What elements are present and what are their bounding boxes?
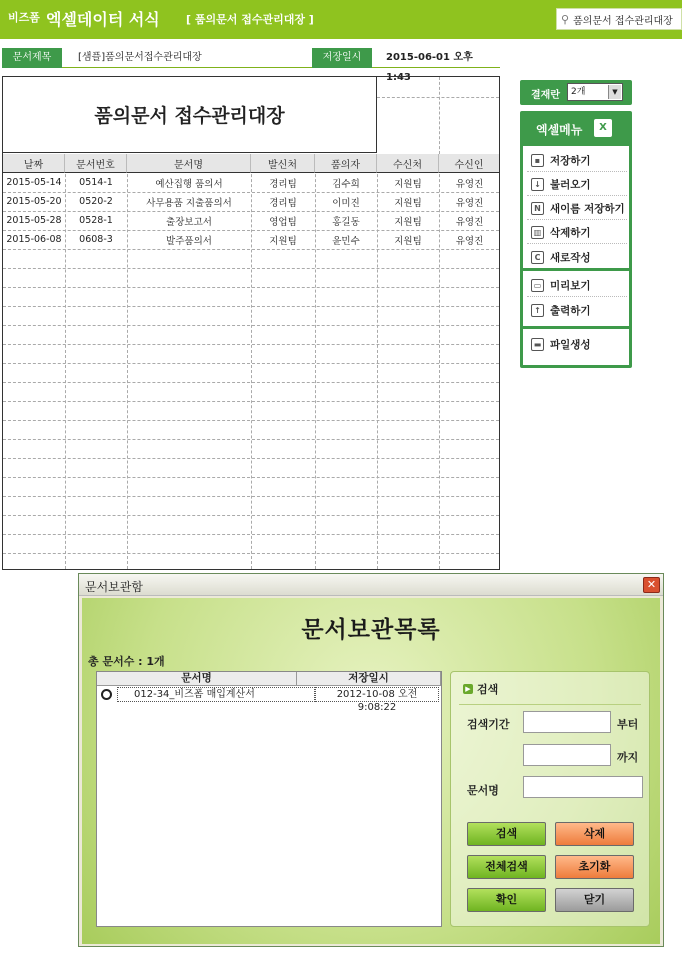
divider (459, 704, 641, 705)
grid-line (3, 325, 499, 326)
table-cell[interactable]: 출장보고서 (166, 216, 212, 228)
page-subtitle: [ 품의문서 접수관리대장 ] (186, 13, 314, 26)
grid-line (377, 97, 499, 98)
to-label: 까지 (617, 751, 639, 764)
table-cell[interactable]: 유영진 (455, 216, 484, 228)
document-archive-dialog (78, 573, 664, 947)
table-cell[interactable]: 2015-05-14 (6, 177, 62, 188)
sheet-title: 품의문서 접수관리대장 (3, 77, 377, 153)
grid-line (3, 287, 499, 288)
table-cell[interactable]: 지원팀 (394, 197, 422, 209)
grid-line (3, 401, 499, 402)
table-cell[interactable]: 2015-06-08 (6, 234, 62, 245)
trash-icon: ▥ (531, 226, 544, 239)
column-header[interactable]: 품의자 (315, 154, 377, 173)
table-cell[interactable]: 영업팀 (269, 216, 297, 228)
grid-line (3, 344, 499, 345)
brand-logo: 비즈폼 (8, 11, 40, 24)
list-header-date[interactable]: 저장일시 (297, 672, 441, 686)
top-banner (0, 0, 682, 39)
menu-item[interactable] (527, 222, 627, 244)
dialog-heading: 문서보관목록 (301, 617, 441, 643)
menu-item[interactable] (527, 275, 627, 297)
new-doc-icon: C (531, 251, 544, 264)
menu-item-label: 삭제하기 (550, 227, 591, 239)
grid-line (3, 553, 499, 554)
delete-button[interactable]: 삭제 (555, 822, 634, 846)
search-input[interactable] (556, 8, 682, 30)
table-cell[interactable]: 지원팀 (269, 235, 297, 247)
grid-line (3, 458, 499, 459)
saved-at-label: 저장일시 (312, 48, 372, 68)
grid-line (439, 77, 440, 154)
close-button[interactable]: 닫기 (555, 888, 634, 912)
grid-line (3, 496, 499, 497)
table-cell[interactable]: 유영진 (455, 235, 484, 247)
table-cell[interactable]: 윤민수 (332, 235, 360, 247)
menu-item[interactable] (527, 198, 627, 220)
table-cell[interactable]: 0528-1 (79, 215, 113, 226)
table-cell[interactable]: 유영진 (455, 178, 484, 190)
dialog-body (82, 598, 660, 944)
spreadsheet[interactable] (2, 76, 500, 570)
search-period-label: 검색기간 (467, 718, 510, 731)
document-list[interactable] (96, 671, 442, 927)
menu-item-label: 미리보기 (550, 280, 591, 292)
document-info-bar (2, 48, 500, 83)
menu-item-label: 새이름 저장하기 (550, 203, 625, 215)
app-title: 엑셀데이터 서식 (46, 10, 160, 29)
doc-title-value: [샘플]품의문서접수관리대장 (78, 52, 202, 63)
table-cell[interactable]: 발주품의서 (166, 235, 212, 247)
search-all-button[interactable]: 전체검색 (467, 855, 546, 879)
menu-item[interactable] (527, 150, 627, 172)
search-icon: ⚲ (561, 12, 570, 26)
grid-line (3, 363, 499, 364)
search-value: 품의문서 접수관리대장 (573, 15, 673, 27)
excel-menu (520, 111, 632, 368)
menu-item-label: 저장하기 (550, 155, 591, 167)
save-as-icon: N (531, 202, 544, 215)
document-count: 총 문서수 : 1개 (88, 655, 165, 668)
dialog-titlebar (79, 574, 663, 596)
menu-item-label: 파일생성 (550, 338, 591, 351)
excel-icon: X (594, 119, 612, 137)
doc-name-label: 문서명 (467, 784, 499, 797)
grid-line (3, 249, 499, 250)
approval-label: 결재란 (531, 90, 560, 101)
arrow-icon: ▶ (463, 684, 473, 694)
menu-group (523, 271, 629, 326)
search-to-input[interactable] (523, 744, 611, 766)
grid-line (3, 268, 499, 269)
approval-selector (520, 80, 632, 105)
list-header-name[interactable]: 문서명 (97, 672, 297, 686)
menu-item[interactable] (527, 246, 627, 268)
search-panel (450, 671, 650, 927)
grid-line (3, 382, 499, 383)
table-cell[interactable]: 2015-05-20 (6, 196, 62, 207)
table-cell[interactable]: 지원팀 (394, 178, 422, 190)
grid-line (3, 477, 499, 478)
search-from-input[interactable] (523, 711, 611, 733)
column-header[interactable]: 날짜 (3, 154, 65, 173)
search-panel-title: 검색 (477, 683, 499, 696)
menu-group (523, 329, 629, 365)
grid-line (3, 515, 499, 516)
saved-at-value: 2015-06-01 오후 1:43 (386, 52, 473, 83)
table-cell[interactable]: 사무용품 지출품의서 (146, 197, 232, 209)
from-label: 부터 (617, 718, 639, 731)
approval-dropdown[interactable] (567, 83, 623, 101)
table-cell[interactable]: 이미진 (332, 197, 360, 209)
preview-icon: ▭ (531, 279, 544, 292)
menu-item-label: 불러오기 (550, 179, 591, 191)
table-cell[interactable]: 경리팀 (269, 197, 297, 209)
search-button[interactable]: 검색 (467, 822, 546, 846)
column-header[interactable]: 문서번호 (65, 154, 127, 173)
folder-icon: ▬ (531, 338, 544, 351)
table-cell[interactable]: 0514-1 (79, 177, 113, 188)
grid-line (3, 534, 499, 535)
dialog-title: 문서보관함 (85, 580, 143, 594)
grid-line (3, 439, 499, 440)
table-cell[interactable]: 0520-2 (79, 196, 113, 207)
table-cell[interactable]: 유영진 (455, 197, 484, 209)
menu-item[interactable] (527, 299, 627, 321)
grid-line (3, 306, 499, 307)
doc-title-label: 문서제목 (2, 48, 62, 68)
table-cell[interactable]: 예산집행 품의서 (155, 178, 223, 190)
load-icon: ↓ (531, 178, 544, 191)
column-header[interactable]: 수신처 (377, 154, 439, 173)
table-cell[interactable]: 경리팀 (269, 178, 297, 190)
table-cell[interactable]: 지원팀 (394, 235, 422, 247)
ok-button[interactable]: 확인 (467, 888, 546, 912)
list-item-date: 2012-10-08 오전 9:08:22 (315, 687, 439, 702)
doc-name-input[interactable] (523, 776, 643, 798)
save-icon: ▪ (531, 154, 544, 167)
table-cell[interactable]: 홍길동 (332, 216, 360, 228)
reset-button[interactable]: 초기화 (555, 855, 634, 879)
menu-item[interactable] (527, 174, 627, 196)
grid-line (3, 420, 499, 421)
chevron-down-icon[interactable]: ▼ (608, 85, 621, 99)
list-item[interactable] (97, 687, 441, 713)
menu-item-label: 새로작성 (550, 251, 591, 264)
menu-item-label: 출력하기 (550, 304, 591, 317)
menu-item[interactable] (527, 333, 627, 355)
table-cell[interactable]: 지원팀 (394, 216, 422, 228)
menu-group (523, 146, 629, 268)
approval-selected: 2개 (571, 87, 586, 97)
table-cell[interactable]: 0608-3 (79, 234, 113, 245)
column-header[interactable]: 발신처 (251, 154, 315, 173)
radio-button[interactable] (101, 689, 112, 700)
table-cell[interactable]: 2015-05-28 (6, 215, 62, 226)
table-cell[interactable]: 김수희 (332, 178, 360, 190)
column-header[interactable]: 문서명 (127, 154, 251, 173)
print-icon: ↑ (531, 304, 544, 317)
column-header[interactable]: 수신인 (439, 154, 500, 173)
excel-menu-title: 엑셀메뉴 (536, 123, 583, 137)
list-item-name: 012-34_비즈폼 매입계산서 (117, 687, 315, 702)
close-icon[interactable]: ✕ (643, 577, 660, 593)
